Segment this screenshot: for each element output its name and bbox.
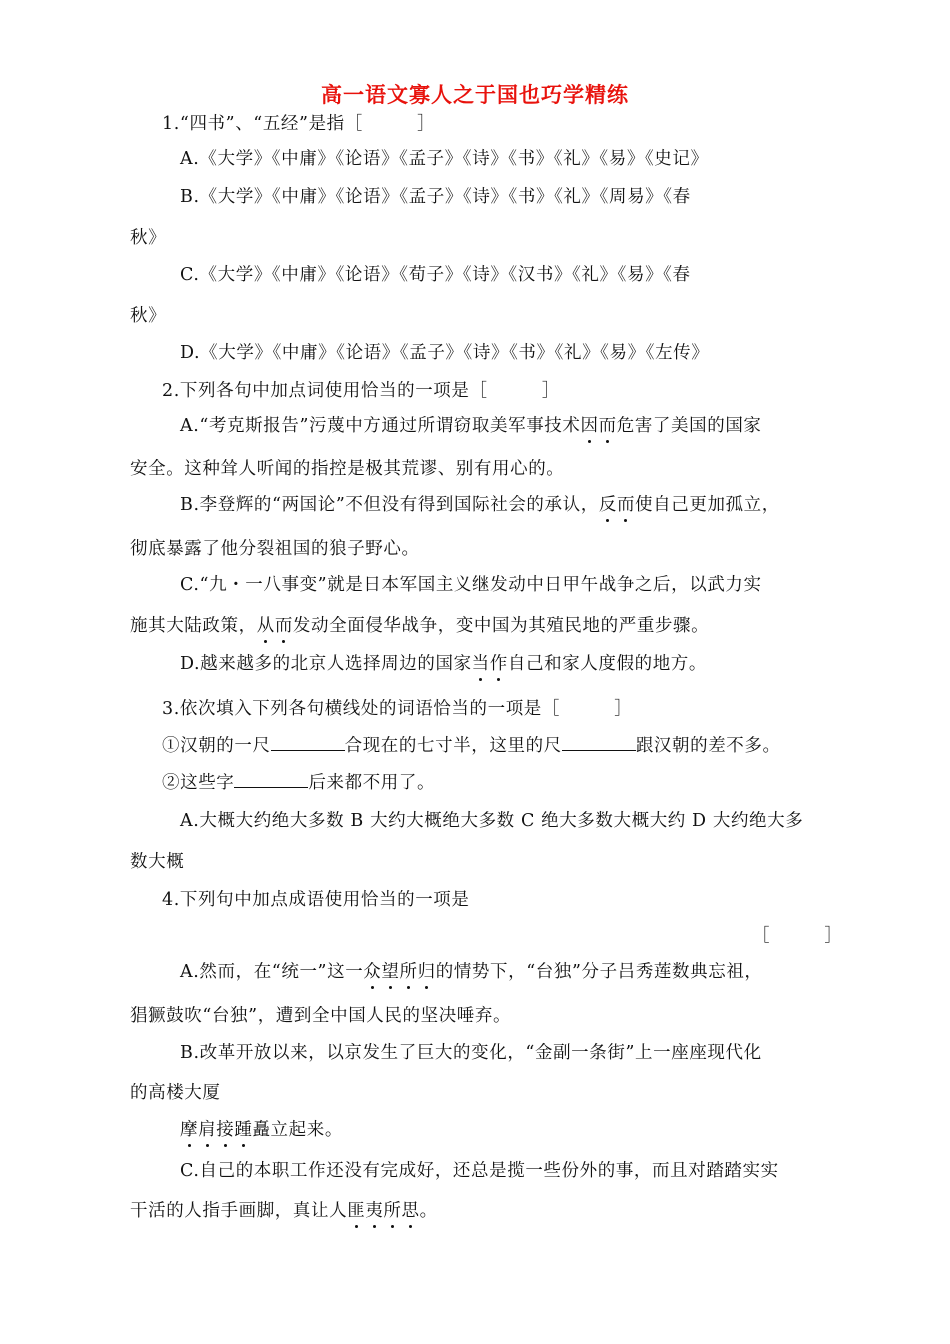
question-3-stem: 3.依次填入下列各句横线处的词语恰当的一项是［ ］ bbox=[162, 699, 633, 719]
q3-options: A.大概大约绝大多数 B 大约大概绝大多数 C 绝大多数大概大约 D 大约绝大多 bbox=[180, 811, 804, 831]
q1-option-c-cont: 秋》 bbox=[130, 306, 167, 326]
dotted-char: 而 bbox=[598, 416, 617, 436]
dotted-char: 因 bbox=[580, 416, 599, 436]
q4-option-b-cont: 的高楼大厦 bbox=[130, 1083, 221, 1103]
dotted-char: 望 bbox=[381, 962, 400, 982]
fill-blank bbox=[562, 736, 636, 751]
q2-option-b: B.李登辉的“两国论”不但没有得到国际社会的承认，反而使自己更加孤立， bbox=[180, 495, 780, 515]
dotted-char: 作 bbox=[489, 654, 508, 674]
fill-blank bbox=[271, 736, 345, 751]
dotted-char: 踵 bbox=[234, 1120, 253, 1140]
dotted-char: 肩 bbox=[198, 1120, 217, 1140]
dotted-char: 夷 bbox=[365, 1201, 384, 1221]
dotted-char: 归 bbox=[417, 962, 436, 982]
dotted-char: 从 bbox=[256, 616, 275, 636]
q2-option-a: A.“考克斯报告”污蔑中方通过所谓窃取美军事技术因而危害了美国的国家 bbox=[180, 416, 762, 436]
dotted-char: 反 bbox=[598, 495, 617, 515]
q4-option-b-idiom-line: 摩肩接踵矗立起来。 bbox=[180, 1120, 343, 1140]
fill-blank bbox=[234, 773, 308, 788]
page-title: 高一语文寡人之于国也巧学精练 bbox=[321, 83, 629, 107]
dotted-char: 而 bbox=[616, 495, 636, 515]
answer-bracket: ［ ］ bbox=[752, 926, 843, 946]
dotted-char: 所 bbox=[383, 1201, 402, 1221]
q3-sentence-2: ②这些字 后来都不用了。 bbox=[162, 773, 436, 793]
dotted-char: 接 bbox=[216, 1120, 235, 1140]
q1-option-b: B.《大学》《中庸》《论语》《孟子》《诗》《书》《礼》《周易》《春 bbox=[180, 187, 691, 207]
q4-option-b: B.改革开放以来，以京发生了巨大的变化，“金副一条街”上一座座现代化 bbox=[180, 1043, 762, 1063]
question-4-stem: 4.下列句中加点成语使用恰当的一项是 bbox=[162, 890, 470, 910]
q1-option-d: D.《大学》《中庸》《论语》《孟子》《诗》《书》《礼》《易》《左传》 bbox=[180, 343, 710, 363]
dotted-char: 匪 bbox=[347, 1201, 366, 1221]
question-1-stem: 1.“四书”、“五经”是指［ ］ bbox=[162, 114, 436, 134]
q4-option-c-cont: 干活的人指手画脚，真让人匪夷所思。 bbox=[130, 1201, 438, 1221]
q4-option-c: C.自己的本职工作还没有完成好，还总是揽一些份外的事，而且对踏踏实实 bbox=[180, 1161, 779, 1181]
q3-options-cont: 数大概 bbox=[130, 852, 185, 872]
q1-option-c: C.《大学》《中庸》《论语》《荀子》《诗》《汉书》《礼》《易》《春 bbox=[180, 265, 691, 285]
dotted-char: 所 bbox=[399, 962, 418, 982]
q4-option-a: A.然而，在“统一”这一众望所归的情势下，“台独”分子吕秀莲数典忘祖， bbox=[180, 962, 763, 982]
q2-option-a-cont: 安全。这种耸人听闻的指控是极其荒谬、别有用心的。 bbox=[130, 459, 565, 479]
q2-option-c-cont: 施其大陆政策，从而发动全面侵华战争，变中国为其殖民地的严重步骤。 bbox=[130, 616, 710, 636]
q4-option-a-cont: 猖獗鼓吹“台独”，遭到全中国人民的坚决唾弃。 bbox=[130, 1006, 512, 1026]
dotted-char: 众 bbox=[363, 962, 382, 982]
question-2-stem: 2.下列各句中加点词使用恰当的一项是［ ］ bbox=[162, 381, 560, 401]
q3-sentence-1: ①汉朝的一尺 合现在的七寸半，这里的尺 跟汉朝的差不多。 bbox=[162, 736, 781, 756]
q2-option-b-cont: 彻底暴露了他分裂祖国的狼子野心。 bbox=[130, 539, 420, 559]
dotted-char: 摩 bbox=[180, 1120, 199, 1140]
q1-option-a: A.《大学》《中庸》《论语》《孟子》《诗》《书》《礼》《易》《史记》 bbox=[180, 149, 709, 169]
q2-option-d: D.越来越多的北京人选择周边的国家当作自己和家人度假的地方。 bbox=[180, 654, 707, 674]
dotted-char: 思 bbox=[401, 1201, 420, 1221]
dotted-char: 当 bbox=[471, 654, 490, 674]
dotted-char: 而 bbox=[274, 616, 293, 636]
q1-option-b-cont: 秋》 bbox=[130, 228, 167, 248]
q2-option-c: C.“九・一八事变”就是日本军国主义继发动中日甲午战争之后，以武力实 bbox=[180, 575, 762, 595]
